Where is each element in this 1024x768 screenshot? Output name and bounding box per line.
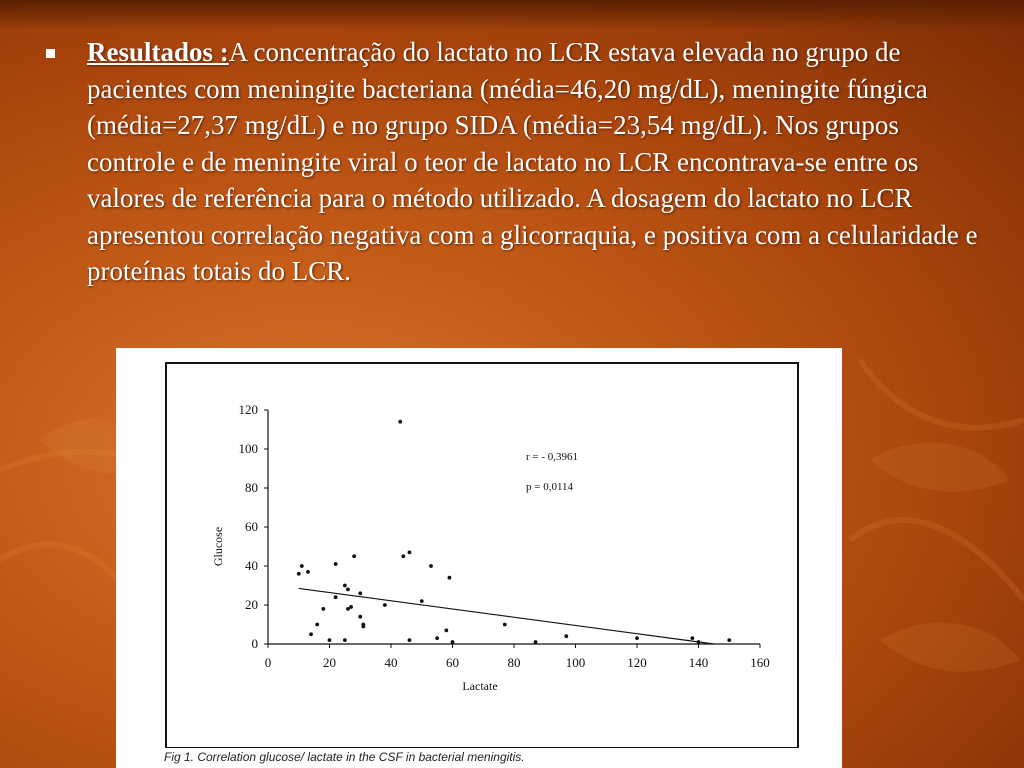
data-point bbox=[398, 420, 402, 424]
data-point bbox=[352, 554, 356, 558]
data-point bbox=[334, 595, 338, 599]
y-tick-label: 0 bbox=[251, 636, 258, 651]
data-point bbox=[635, 636, 639, 640]
data-point bbox=[343, 638, 347, 642]
figure-caption: Fig 1. Correlation glucose/ lactate in the CSF in bacterial meningitis. bbox=[164, 750, 525, 764]
results-text bbox=[87, 34, 992, 290]
y-tick-label: 40 bbox=[245, 558, 258, 573]
x-tick-label: 20 bbox=[323, 655, 336, 670]
data-point bbox=[297, 572, 301, 576]
data-point bbox=[321, 607, 325, 611]
r-annotation: r = - 0,3961 bbox=[526, 451, 579, 463]
x-tick-label: 160 bbox=[750, 655, 770, 670]
bullet-marker bbox=[46, 49, 55, 58]
x-tick-label: 100 bbox=[565, 655, 586, 670]
data-point bbox=[358, 615, 362, 619]
y-tick-label: 20 bbox=[245, 597, 258, 612]
data-point bbox=[435, 636, 439, 640]
data-point bbox=[346, 588, 350, 592]
y-tick-label: 60 bbox=[245, 519, 258, 534]
data-point bbox=[358, 591, 362, 595]
results-body: A concentração do lactato no LCR estava elevada no grupo de pacientes com meningite bacteriana (média=46,20 mg/dL), meningite fúngica (média=27,37 mg/dL) e no grupo SIDA (média=23,54 mg/dL). Nos grupos controle e de meningite viral o teor de lactato no LCR encontrava-se entre os valores de referência para o método utilizado. A dosagem do lactato no LCR apresentou correlação negativa com a glicorraquia, e positiva com a celularidade e proteínas totais do LCR. bbox=[87, 37, 978, 286]
data-point bbox=[697, 640, 701, 644]
data-point bbox=[334, 562, 338, 566]
data-point bbox=[401, 554, 405, 558]
results-heading: Resultados : bbox=[87, 37, 229, 67]
x-tick-label: 60 bbox=[446, 655, 459, 670]
data-point bbox=[690, 636, 694, 640]
x-tick-label: 140 bbox=[688, 655, 709, 670]
data-point bbox=[444, 628, 448, 632]
scatter-chart bbox=[116, 348, 842, 748]
data-point bbox=[361, 625, 365, 629]
data-point bbox=[408, 550, 412, 554]
data-point bbox=[328, 638, 332, 642]
data-point bbox=[534, 640, 538, 644]
y-tick-label: 120 bbox=[238, 402, 258, 417]
x-tick-label: 0 bbox=[264, 655, 272, 670]
data-point bbox=[429, 564, 433, 568]
x-axis-label: Lactate bbox=[462, 679, 498, 693]
x-tick-label: 40 bbox=[384, 655, 398, 670]
data-point bbox=[343, 584, 347, 588]
x-tick-label: 80 bbox=[507, 655, 521, 670]
data-point bbox=[309, 632, 313, 636]
data-point bbox=[448, 576, 452, 580]
data-point bbox=[300, 564, 304, 568]
y-axis-label: Glucose bbox=[211, 526, 225, 567]
data-point bbox=[564, 634, 568, 638]
data-point bbox=[408, 638, 412, 642]
data-point bbox=[315, 623, 319, 627]
data-point bbox=[420, 599, 424, 603]
p-annotation: p = 0,0114 bbox=[526, 481, 574, 493]
data-point bbox=[727, 638, 731, 642]
y-tick-label: 80 bbox=[245, 480, 258, 495]
data-point bbox=[503, 623, 507, 627]
data-point bbox=[451, 640, 455, 644]
x-tick-label: 120 bbox=[627, 655, 647, 670]
data-point bbox=[383, 603, 387, 607]
figure-panel bbox=[116, 348, 842, 768]
y-tick-label: 100 bbox=[238, 441, 258, 456]
data-point bbox=[349, 605, 353, 609]
data-point bbox=[306, 570, 310, 574]
